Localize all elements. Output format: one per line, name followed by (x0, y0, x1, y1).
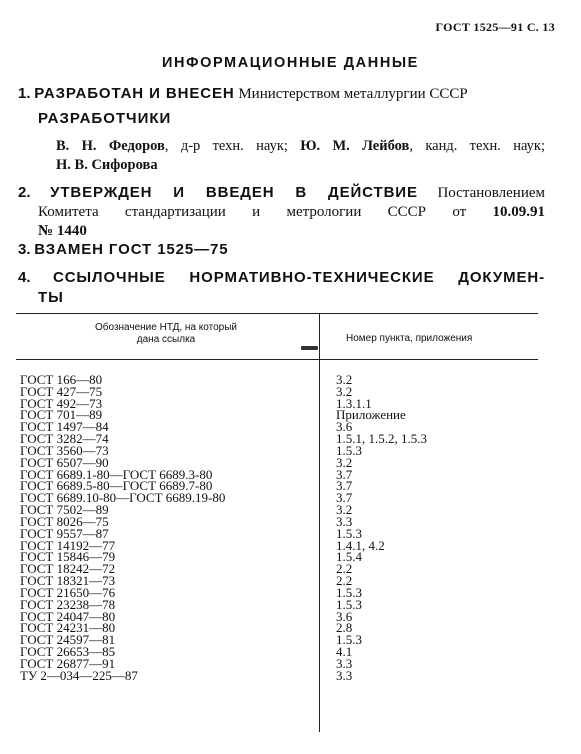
table-row-ref: 1.5.3 (336, 596, 362, 612)
col1-header-line-2: дана ссылка (136, 334, 196, 345)
developer-name-1: В. Н. Федоров (56, 138, 165, 154)
table-row-ntd: ГОСТ 18242—72 (20, 561, 116, 577)
table-row-ntd: ГОСТ 166—80 (20, 372, 103, 387)
table-row-ref: 1.5.4 (336, 549, 362, 565)
table-row-ntd: ТУ 2—034—225—87 (20, 667, 138, 683)
section-2-date: 10.09.91 (492, 204, 545, 220)
table-row-ntd: ГОСТ 24597—81 (20, 632, 116, 648)
ref-column (336, 374, 427, 682)
section-2-number: 2. (18, 184, 31, 201)
table-row-ref: 3.2 (336, 502, 353, 518)
table-row-ntd: ГОСТ 26877—91 (20, 655, 116, 671)
section-2-line-2 (18, 203, 545, 222)
table-row-ref: 1.5.3 (336, 632, 362, 648)
col1-header (16, 322, 316, 346)
section-1-text: Министерством металлургии СССР (234, 86, 468, 102)
ntd-column (20, 374, 225, 682)
table-row-ntd: ГОСТ 6689.1-80—ГОСТ 6689.3-80 (20, 466, 213, 482)
section-4 (18, 268, 545, 308)
table-row-ntd: ГОСТ 7502—89 (20, 502, 109, 518)
section-2-heading: УТВЕРЖДЕН И ВВЕДЕН В ДЕЙСТВИЕ (50, 184, 418, 201)
table-row-ntd: ГОСТ 9557—87 (20, 525, 109, 541)
section-4-heading-2: ТЫ (38, 289, 64, 306)
table-row-ntd: ГОСТ 6689.10-80—ГОСТ 6689.19-80 (20, 490, 226, 506)
developers-list (56, 137, 545, 175)
table-row-ntd: ГОСТ 492—73 (20, 395, 103, 411)
col1-header-line-1: Обозначение НТД, на который (94, 322, 237, 333)
table-row-ref: 4.1 (336, 644, 353, 660)
col2-header: Номер пункта, приложения (346, 333, 473, 344)
table-row-ntd: ГОСТ 23238—78 (20, 596, 116, 612)
section-2-line-3 (18, 222, 545, 241)
table-row-ref: 3.7 (336, 466, 353, 482)
table-row-ref: 2.8 (336, 620, 353, 636)
section-2 (18, 183, 545, 241)
table-row-ref: 1.5.3 (336, 525, 362, 541)
table-row-ref: 3.6 (336, 608, 353, 624)
section-4-number: 4. (18, 269, 31, 286)
table-row-ntd: ГОСТ 24231—80 (20, 620, 116, 636)
header-divider (16, 359, 538, 360)
table-row-ref: 3.7 (336, 490, 353, 506)
table-row-ntd: ГОСТ 15846—79 (20, 549, 116, 565)
section-3-heading: ВЗАМЕН ГОСТ 1525—75 (34, 241, 229, 258)
developer-name-3: Н. В. Сифорова (56, 157, 158, 173)
table-row-ntd: ГОСТ 701—89 (20, 407, 103, 423)
section-2-text-1: Постановлением (417, 185, 545, 201)
references-table (16, 313, 538, 732)
section-2-no-prefix: № (38, 223, 54, 239)
section-1-number: 1. (18, 85, 31, 102)
table-row-ref: 3.7 (336, 478, 353, 494)
column-divider (319, 314, 320, 732)
table-row-ntd: ГОСТ 6507—90 (20, 454, 109, 470)
developer-name-2: Ю. М. Лейбов (300, 138, 410, 154)
table-row-ref: 1.3.1.1 (336, 395, 372, 411)
section-4-line-2 (18, 288, 545, 308)
table-row-ntd: ГОСТ 427—75 (20, 383, 103, 399)
section-1 (18, 84, 545, 104)
developer-degree-2: , канд. техн. наук; (409, 138, 545, 154)
developers-line-1 (56, 137, 545, 156)
table-row-ntd: ГОСТ 6689.5-80—ГОСТ 6689.7-80 (20, 478, 213, 494)
table-row-ntd: ГОСТ 18321—73 (20, 573, 116, 589)
developers-line-2 (56, 156, 545, 175)
section-2-line-1 (18, 183, 545, 203)
table-row-ref: 3.3 (336, 667, 353, 683)
table-row-ref: 1.5.3 (336, 584, 362, 600)
table-row-ref: 1.5.1, 1.5.2, 1.5.3 (336, 431, 427, 447)
table-row-ref: 2.2 (336, 561, 353, 577)
developers-heading: РАЗРАБОТЧИКИ (38, 110, 172, 127)
table-row-ntd: ГОСТ 3560—73 (20, 442, 109, 458)
table-row-ntd: ГОСТ 24047—80 (20, 608, 116, 624)
table-row-ref: 1.4.1, 4.2 (336, 537, 385, 553)
section-4-heading-1: ССЫЛОЧНЫЕ НОРМАТИВНО-ТЕХНИЧЕСКИЕ ДОКУМЕН- (52, 269, 545, 286)
table-row-ntd: ГОСТ 26653—85 (20, 644, 116, 660)
table-row-ref: 3.2 (336, 372, 353, 387)
section-2-number-value: 1440 (56, 223, 87, 239)
table-row-ref: 3.3 (336, 655, 353, 671)
developer-degree-1: , д-р техн. наук; (164, 138, 301, 154)
section-1-heading: РАЗРАБОТАН И ВНЕСЕН (34, 85, 235, 102)
page-header: ГОСТ 1525—91 С. 13 (435, 20, 555, 34)
table-row-ntd: ГОСТ 21650—76 (20, 584, 116, 600)
table-row-ntd: ГОСТ 1497—84 (20, 419, 109, 435)
table-row-ref: 3.3 (336, 513, 353, 529)
table-row-ref: 3.2 (336, 454, 353, 470)
table-row-ref: 2.2 (336, 573, 353, 589)
print-speck (301, 346, 318, 350)
section-2-text-2: Комитета стандартизации и метрологии СССР от (38, 204, 467, 220)
table-row-ntd: ГОСТ 3282—74 (20, 431, 109, 447)
table-row-ntd: ГОСТ 14192—77 (20, 537, 116, 553)
table-row-ref: 1.5.3 (336, 442, 362, 458)
table-row-ref: 3.2 (336, 383, 353, 399)
table-row-ref: Приложение (336, 407, 406, 423)
table-row-ntd: ГОСТ 8026—75 (20, 513, 109, 529)
page-title: ИНФОРМАЦИОННЫЕ ДАННЫЕ (162, 55, 419, 71)
section-3-number: 3. (18, 241, 31, 258)
section-3 (18, 240, 545, 260)
table-row-ref: 3.6 (336, 419, 353, 435)
section-4-line-1 (18, 268, 545, 288)
